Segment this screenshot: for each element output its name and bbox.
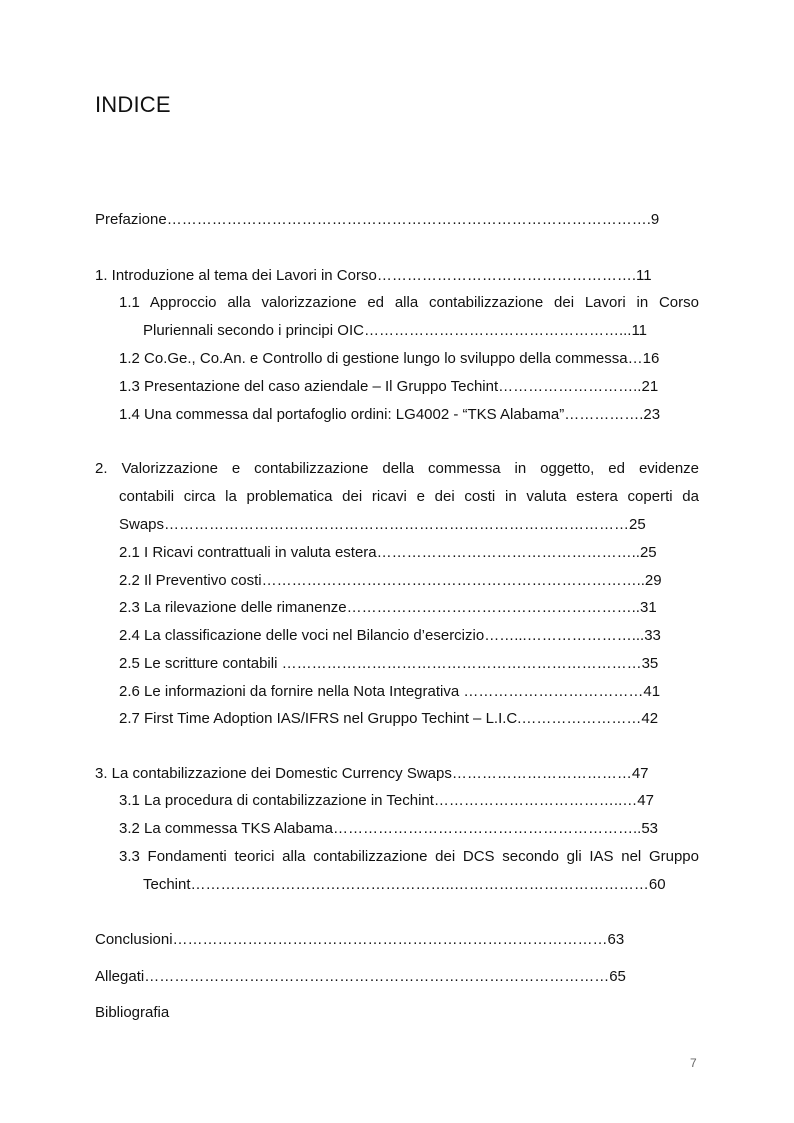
toc-entry-section-2-2: 2.2 Il Preventivo costi…………………………………………………………………..29 bbox=[119, 572, 662, 589]
toc-entry-section-1-1: 1.1 Approccio alla valorizzazione ed alla contabilizzazione dei Lavori in Corso bbox=[119, 294, 699, 311]
toc-entry-section-2-5: 2.5 Le scritture contabili ………………………………………………………………35 bbox=[119, 655, 659, 672]
toc-entry-conclusioni: Conclusioni……………………………………………………………………………63 bbox=[95, 931, 625, 948]
toc-entry-section-3-1: 3.1 La procedura di contabilizzazione in Techint………………………………..…47 bbox=[119, 792, 654, 809]
toc-entry-chapter-3: 3. La contabilizzazione dei Domestic Currency Swaps………………………………47 bbox=[95, 765, 649, 782]
toc-entry-chapter-2-end: Swaps…………………………………………………………………………………25 bbox=[119, 516, 646, 533]
page-number: 7 bbox=[690, 1056, 697, 1070]
toc-entry-chapter-2-continued: contabili circa la problematica dei ricavi e dei costi in valuta estera coperti da bbox=[119, 488, 699, 505]
toc-entry-chapter-2: 2. Valorizzazione e contabilizzazione della commessa in oggetto, ed evidenze bbox=[95, 460, 699, 477]
toc-entry-section-2-4: 2.4 La classificazione delle voci nel Bilancio d’esercizio……...…………………...33 bbox=[119, 627, 661, 644]
page-title: INDICE bbox=[95, 92, 171, 117]
toc-entry-section-3-2: 3.2 La commessa TKS Alabama……………………………………………………..53 bbox=[119, 820, 659, 837]
toc-entry-section-1-1-continued: Pluriennali secondo i principi OIC……………………………………………...11 bbox=[143, 322, 648, 339]
toc-entry-section-2-3: 2.3 La rilevazione delle rimanenze…………………………………………………..31 bbox=[119, 599, 657, 616]
toc-entry-section-1-3: 1.3 Presentazione del caso aziendale – Il Gruppo Techint………………………..21 bbox=[119, 378, 659, 395]
toc-entry-section-1-4: 1.4 Una commessa dal portafoglio ordini: LG4002 - “TKS Alabama”…………….23 bbox=[119, 406, 661, 423]
toc-entry-section-2-1: 2.1 I Ricavi contrattuali in valuta estera……………………………………………..25 bbox=[119, 544, 657, 561]
toc-entry-allegati: Allegati…………………………………………………………………………………65 bbox=[95, 968, 626, 985]
toc-entry-section-2-6: 2.6 Le informazioni da fornire nella Nota Integrativa ………………………………41 bbox=[119, 683, 661, 700]
toc-entry-bibliografia: Bibliografia bbox=[95, 1004, 170, 1021]
toc-entry-prefazione: Prefazione…………………………………………………………………………………….9 bbox=[95, 211, 660, 228]
toc-entry-section-3-3-continued: Techint……………………………………………..…………………………………60 bbox=[143, 876, 666, 893]
toc-entry-section-2-7: 2.7 First Time Adoption IAS/IFRS nel Gruppo Techint – L.I.C.……………………42 bbox=[119, 710, 659, 727]
toc-entry-section-1-2: 1.2 Co.Ge., Co.An. e Controllo di gestione lungo lo sviluppo della commessa…16 bbox=[119, 350, 660, 367]
toc-entry-section-3-3: 3.3 Fondamenti teorici alla contabilizzazione dei DCS secondo gli IAS nel Gruppo bbox=[119, 848, 699, 865]
toc-entry-chapter-1: 1. Introduzione al tema dei Lavori in Corso…………………………………………….11 bbox=[95, 267, 652, 284]
